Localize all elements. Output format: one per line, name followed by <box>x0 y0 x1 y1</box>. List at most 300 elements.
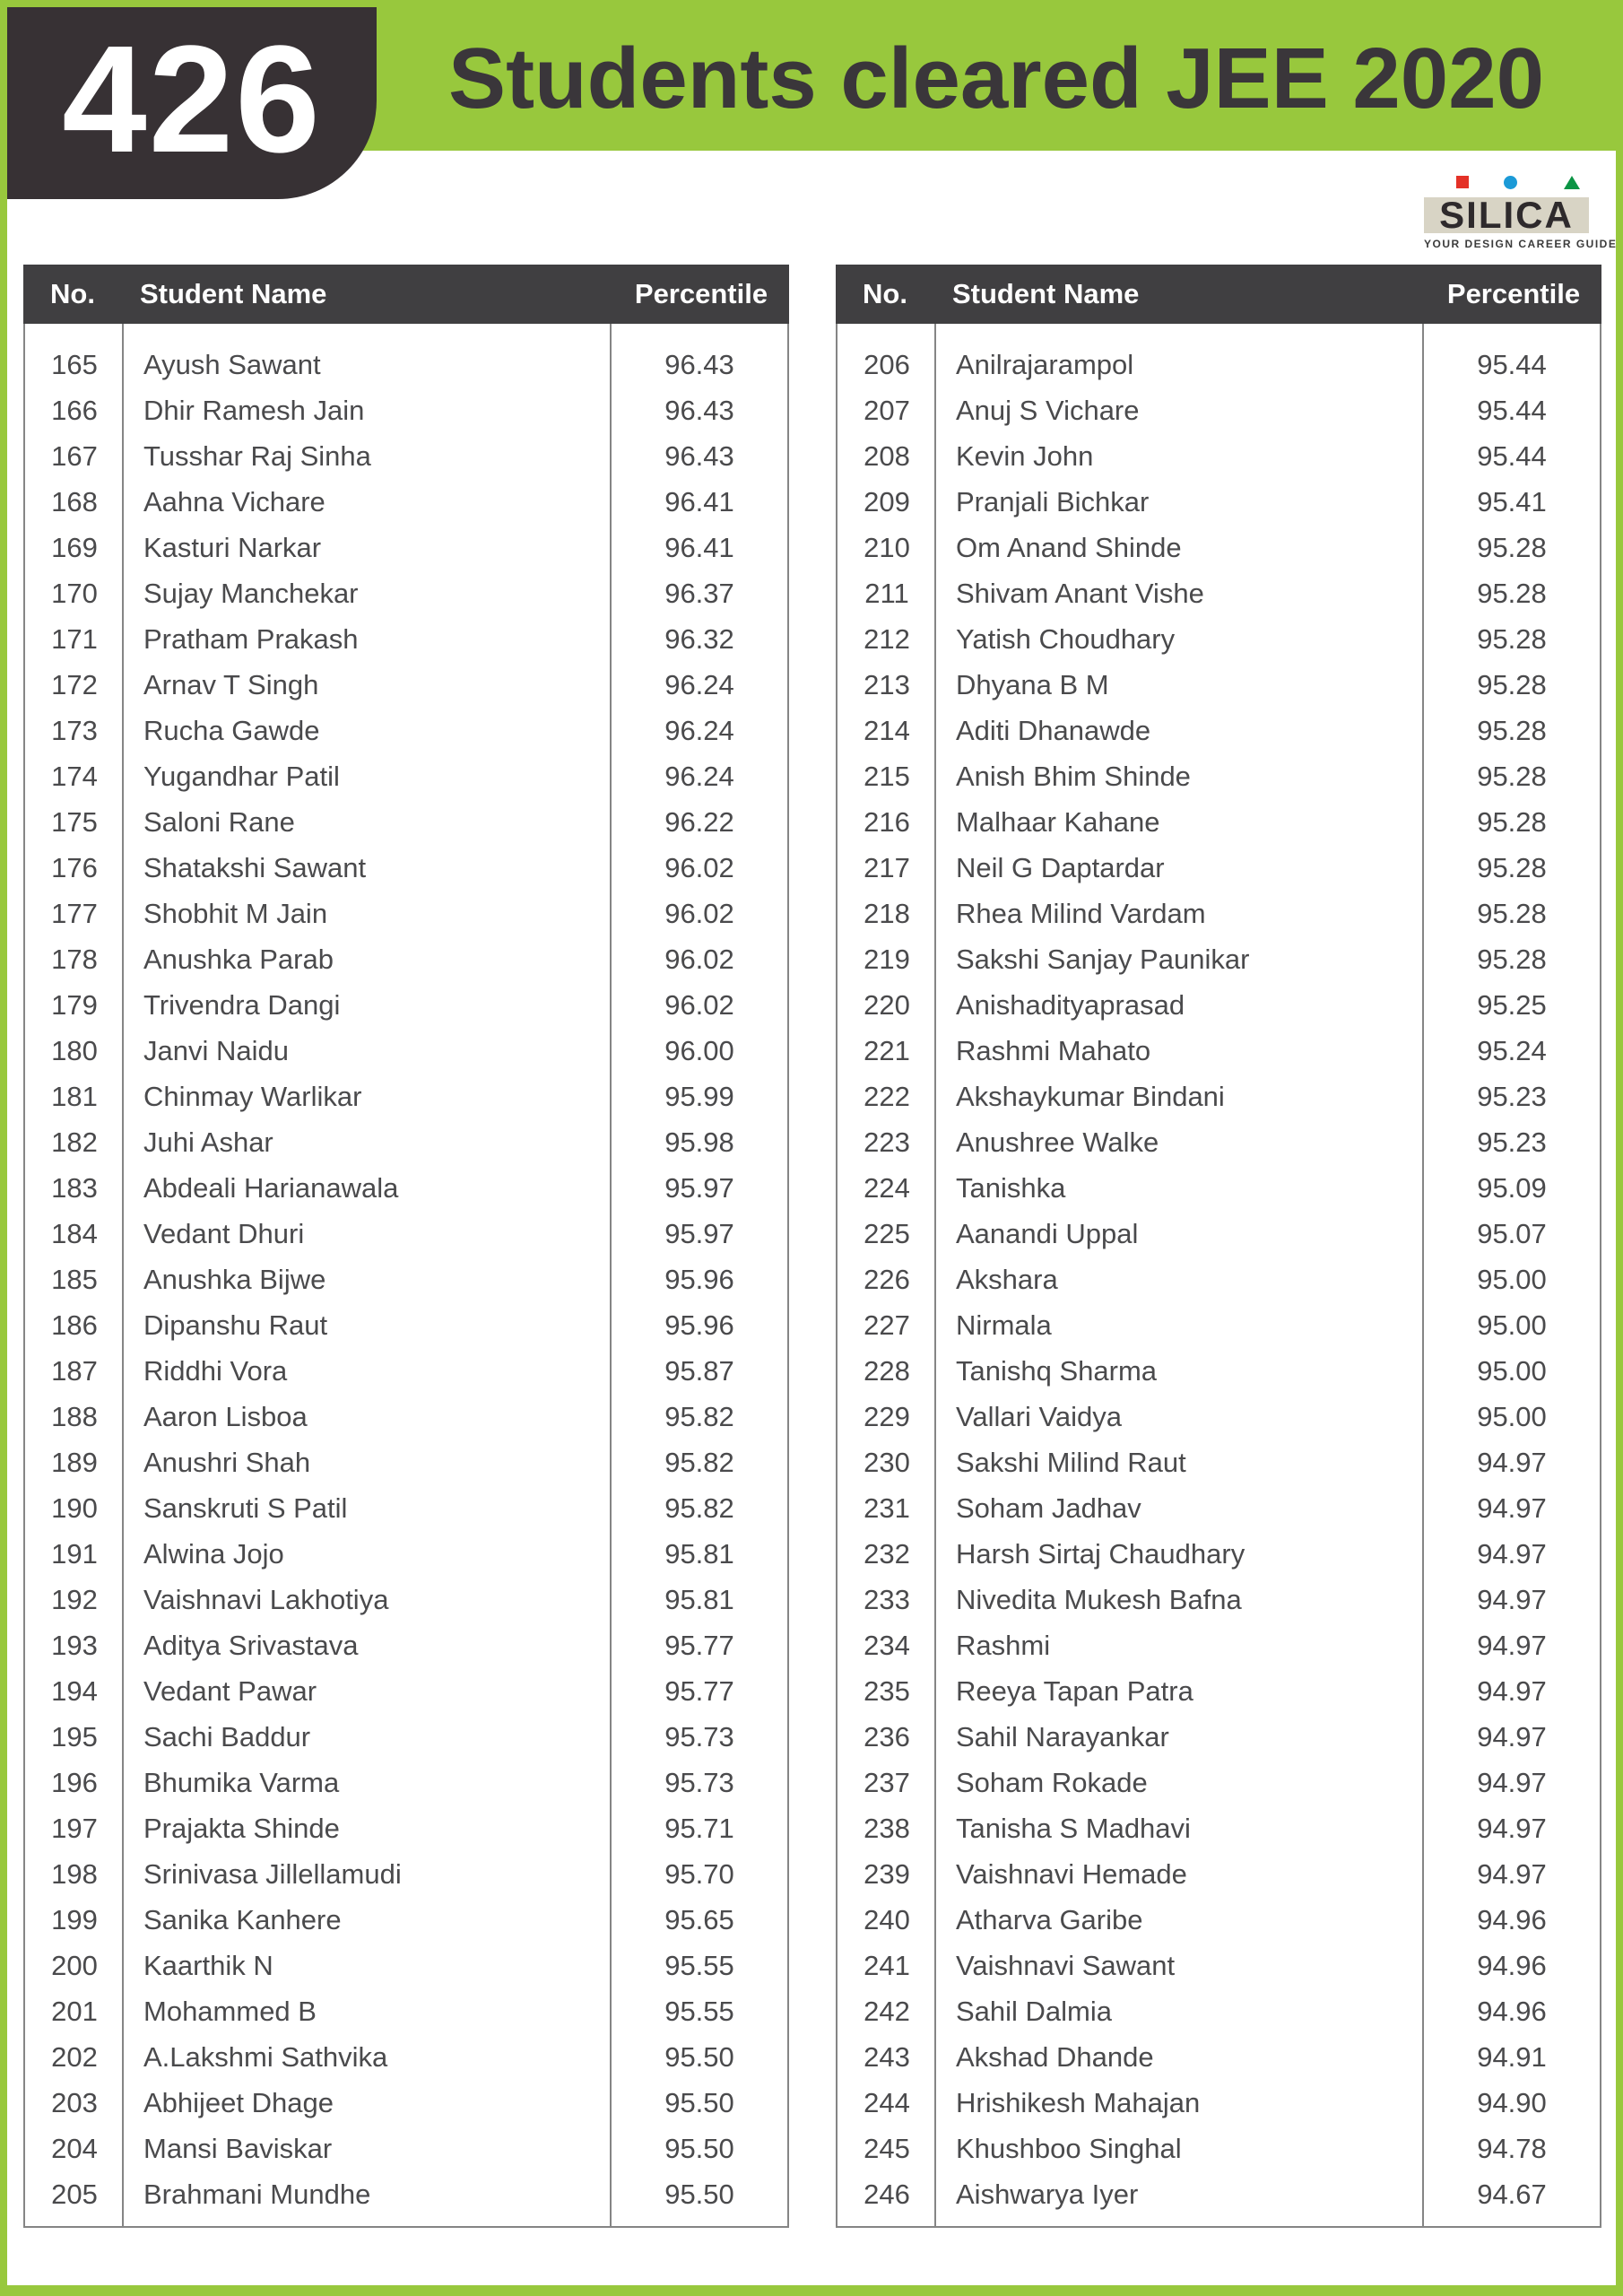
logo-tagline: YOUR DESIGN CAREER GUIDE <box>1424 238 1618 250</box>
table-row <box>838 2080 1600 2126</box>
student-name: Pranjali Bichkar <box>956 485 1150 517</box>
percentile-value: 95.44 <box>1477 439 1547 472</box>
percentile-value: 94.67 <box>1477 2178 1547 2210</box>
table-body <box>23 324 789 2228</box>
percentile-value: 95.71 <box>664 1812 734 1844</box>
percentile-value: 94.96 <box>1477 1903 1547 1935</box>
student-name: Rashmi Mahato <box>956 1034 1151 1066</box>
student-name: Aanandi Uppal <box>956 1217 1139 1249</box>
student-name: Brahmani Mundhe <box>143 2178 371 2210</box>
student-name: Sanika Kanhere <box>143 1903 342 1935</box>
row-number: 236 <box>864 1720 910 1752</box>
table-row <box>838 479 1600 525</box>
percentile-value: 94.78 <box>1477 2132 1547 2164</box>
table-row <box>25 845 787 891</box>
percentile-value: 95.96 <box>664 1309 734 1341</box>
percentile-value: 95.28 <box>1477 622 1547 655</box>
students-table-left <box>23 265 789 2228</box>
table-row <box>25 1577 787 1622</box>
table-row <box>838 1439 1600 1485</box>
percentile-value: 94.97 <box>1477 1720 1547 1752</box>
row-number: 182 <box>51 1126 98 1158</box>
table-row <box>25 1897 787 1943</box>
percentile-value: 96.24 <box>664 668 734 700</box>
student-name: Tanisha S Madhavi <box>956 1812 1191 1844</box>
student-name: Trivendra Dangi <box>143 988 341 1021</box>
student-name: Sachi Baddur <box>143 1720 311 1752</box>
percentile-value: 95.98 <box>664 1126 734 1158</box>
student-name: Srinivasa Jillellamudi <box>143 1857 402 1890</box>
table-row <box>838 387 1600 433</box>
column-divider <box>1422 324 1424 2226</box>
student-name: Chinmay Warlikar <box>143 1080 362 1112</box>
student-name: Sanskruti S Patil <box>143 1492 348 1524</box>
student-name: Ayush Sawant <box>143 348 321 380</box>
table-row <box>25 982 787 1028</box>
column-divider <box>122 324 124 2226</box>
percentile-value: 95.41 <box>1477 485 1547 517</box>
student-name: A.Lakshmi Sathvika <box>143 2040 388 2073</box>
student-name: Hrishikesh Mahajan <box>956 2086 1201 2118</box>
student-name: Sakshi Milind Raut <box>956 1446 1186 1478</box>
percentile-value: 95.44 <box>1477 394 1547 426</box>
row-number: 243 <box>864 2040 910 2073</box>
row-number: 167 <box>51 439 98 472</box>
percentile-value: 96.41 <box>664 485 734 517</box>
student-name: Arnav T Singh <box>143 668 319 700</box>
table-row <box>25 1622 787 1668</box>
table-row <box>838 2126 1600 2171</box>
table-row <box>25 1028 787 1074</box>
student-name: Shivam Anant Vishe <box>956 577 1204 609</box>
student-name: Yatish Choudhary <box>956 622 1176 655</box>
table-row <box>838 1851 1600 1897</box>
row-number: 205 <box>51 2178 98 2210</box>
table-row <box>838 891 1600 936</box>
row-number: 218 <box>864 897 910 929</box>
percentile-value: 96.37 <box>664 577 734 609</box>
student-name: Juhi Ashar <box>143 1126 273 1158</box>
row-number: 208 <box>864 439 910 472</box>
percentile-value: 95.28 <box>1477 668 1547 700</box>
percentile-value: 96.24 <box>664 760 734 792</box>
row-number: 181 <box>51 1080 98 1112</box>
student-name: Vallari Vaidya <box>956 1400 1122 1432</box>
student-name: Rashmi <box>956 1629 1051 1661</box>
row-number: 188 <box>51 1400 98 1432</box>
student-name: Pratham Prakash <box>143 622 359 655</box>
percentile-value: 94.97 <box>1477 1629 1547 1661</box>
student-name: Khushboo Singhal <box>956 2132 1182 2164</box>
row-number: 170 <box>51 577 98 609</box>
percentile-value: 94.90 <box>1477 2086 1547 2118</box>
student-name: Mansi Baviskar <box>143 2132 333 2164</box>
student-name: Shobhit M Jain <box>143 897 328 929</box>
row-number: 199 <box>51 1903 98 1935</box>
percentile-value: 95.70 <box>664 1857 734 1890</box>
student-name: Tanishka <box>956 1171 1066 1204</box>
row-number: 196 <box>51 1766 98 1798</box>
row-number: 189 <box>51 1446 98 1478</box>
student-name: Alwina Jojo <box>143 1537 284 1570</box>
row-number: 244 <box>864 2086 910 2118</box>
percentile-value: 95.28 <box>1477 531 1547 563</box>
red-square-icon <box>1456 176 1469 188</box>
students-table-right <box>836 265 1601 2228</box>
green-triangle-icon <box>1564 176 1580 189</box>
row-number: 246 <box>864 2178 910 2210</box>
student-name: Tusshar Raj Sinha <box>143 439 371 472</box>
percentile-value: 96.32 <box>664 622 734 655</box>
table-row <box>25 1394 787 1439</box>
row-number: 241 <box>864 1949 910 1981</box>
percentile-value: 95.55 <box>664 1995 734 2027</box>
student-name: Aditya Srivastava <box>143 1629 359 1661</box>
student-name: Soham Jadhav <box>956 1492 1141 1524</box>
percentile-value: 96.00 <box>664 1034 734 1066</box>
row-number: 198 <box>51 1857 98 1890</box>
row-number: 239 <box>864 1857 910 1890</box>
student-name: Mohammed B <box>143 1995 317 2027</box>
student-name: Dhir Ramesh Jain <box>143 394 365 426</box>
table-header <box>23 265 789 324</box>
row-number: 201 <box>51 1995 98 2027</box>
table-row <box>838 982 1600 1028</box>
row-number: 174 <box>51 760 98 792</box>
row-number: 240 <box>864 1903 910 1935</box>
percentile-value: 95.50 <box>664 2040 734 2073</box>
student-name: Aishwarya Iyer <box>956 2178 1139 2210</box>
percentile-value: 94.97 <box>1477 1492 1547 1524</box>
percentile-value: 94.97 <box>1477 1537 1547 1570</box>
row-number: 228 <box>864 1354 910 1387</box>
table-row <box>838 1760 1600 1805</box>
row-number: 197 <box>51 1812 98 1844</box>
row-number: 229 <box>864 1400 910 1432</box>
percentile-value: 95.73 <box>664 1720 734 1752</box>
table-row <box>838 845 1600 891</box>
row-number: 187 <box>51 1354 98 1387</box>
row-number: 193 <box>51 1629 98 1661</box>
table-row <box>838 1028 1600 1074</box>
percentile-value: 95.28 <box>1477 805 1547 838</box>
student-name: Yugandhar Patil <box>143 760 340 792</box>
row-number: 220 <box>864 988 910 1021</box>
percentile-value: 95.81 <box>664 1537 734 1570</box>
table-row <box>25 1988 787 2034</box>
table-row <box>838 1257 1600 1302</box>
table-row <box>25 1668 787 1714</box>
row-number: 191 <box>51 1537 98 1570</box>
table-row <box>838 2034 1600 2080</box>
percentile-value: 95.09 <box>1477 1171 1547 1204</box>
table-row <box>838 342 1600 387</box>
student-name: Neil G Daptardar <box>956 851 1165 883</box>
percentile-value: 96.22 <box>664 805 734 838</box>
percentile-value: 96.43 <box>664 394 734 426</box>
row-number: 190 <box>51 1492 98 1524</box>
count-badge <box>7 7 377 199</box>
student-name: Abdeali Harianawala <box>143 1171 399 1204</box>
row-number: 232 <box>864 1537 910 1570</box>
percentile-value: 96.02 <box>664 897 734 929</box>
row-number: 223 <box>864 1126 910 1158</box>
table-row <box>838 1119 1600 1165</box>
percentile-value: 95.28 <box>1477 760 1547 792</box>
row-number: 225 <box>864 1217 910 1249</box>
row-number: 200 <box>51 1949 98 1981</box>
row-number: 238 <box>864 1812 910 1844</box>
column-header-name: Student Name <box>952 278 1140 309</box>
row-number: 178 <box>51 943 98 975</box>
student-name: Bhumika Varma <box>143 1766 340 1798</box>
table-row <box>25 1211 787 1257</box>
row-number: 207 <box>864 394 910 426</box>
student-name: Akshad Dhande <box>956 2040 1154 2073</box>
table-row <box>25 662 787 708</box>
student-name: Kevin John <box>956 439 1094 472</box>
row-number: 216 <box>864 805 910 838</box>
row-number: 234 <box>864 1629 910 1661</box>
percentile-value: 95.50 <box>664 2086 734 2118</box>
column-divider <box>610 324 612 2226</box>
row-number: 221 <box>864 1034 910 1066</box>
row-number: 209 <box>864 485 910 517</box>
percentile-value: 94.96 <box>1477 1995 1547 2027</box>
percentile-value: 95.28 <box>1477 943 1547 975</box>
table-row <box>25 1805 787 1851</box>
table-row <box>838 1211 1600 1257</box>
column-header-name: Student Name <box>140 278 327 309</box>
table-row <box>838 1074 1600 1119</box>
table-row <box>25 1943 787 1988</box>
row-number: 204 <box>51 2132 98 2164</box>
percentile-value: 95.99 <box>664 1080 734 1112</box>
percentile-value: 94.97 <box>1477 1766 1547 1798</box>
table-row <box>838 2171 1600 2217</box>
table-row <box>25 2080 787 2126</box>
student-name: Sujay Manchekar <box>143 577 359 609</box>
row-number: 227 <box>864 1309 910 1341</box>
table-row <box>838 1714 1600 1760</box>
row-number: 212 <box>864 622 910 655</box>
row-number: 230 <box>864 1446 910 1478</box>
table-row <box>25 799 787 845</box>
table-row <box>838 1622 1600 1668</box>
student-name: Soham Rokade <box>956 1766 1148 1798</box>
column-header-percentile: Percentile <box>634 278 768 309</box>
row-number: 206 <box>864 348 910 380</box>
percentile-value: 94.97 <box>1477 1857 1547 1890</box>
percentile-value: 95.23 <box>1477 1080 1547 1112</box>
percentile-value: 95.00 <box>1477 1309 1547 1341</box>
row-number: 231 <box>864 1492 910 1524</box>
table-row <box>838 570 1600 616</box>
table-row <box>25 2171 787 2217</box>
student-name: Akshara <box>956 1263 1058 1295</box>
student-name: Riddhi Vora <box>143 1354 288 1387</box>
percentile-value: 95.28 <box>1477 851 1547 883</box>
student-name: Sahil Narayankar <box>956 1720 1169 1752</box>
student-name: Sakshi Sanjay Paunikar <box>956 943 1250 975</box>
row-number: 169 <box>51 531 98 563</box>
percentile-value: 95.77 <box>664 1629 734 1661</box>
row-number: 195 <box>51 1720 98 1752</box>
table-row <box>838 1394 1600 1439</box>
percentile-value: 96.41 <box>664 531 734 563</box>
student-name: Harsh Sirtaj Chaudhary <box>956 1537 1245 1570</box>
row-number: 186 <box>51 1309 98 1341</box>
percentile-value: 95.00 <box>1477 1354 1547 1387</box>
student-name: Sahil Dalmia <box>956 1995 1113 2027</box>
row-number: 179 <box>51 988 98 1021</box>
table-row <box>25 1531 787 1577</box>
row-number: 175 <box>51 805 98 838</box>
row-number: 192 <box>51 1583 98 1615</box>
table-row <box>838 1165 1600 1211</box>
student-name: Rhea Milind Vardam <box>956 897 1206 929</box>
table-row <box>25 2126 787 2171</box>
percentile-value: 95.00 <box>1477 1263 1547 1295</box>
table-row <box>25 1074 787 1119</box>
table-row <box>25 1851 787 1897</box>
table-row <box>25 1257 787 1302</box>
student-name: Vedant Dhuri <box>143 1217 305 1249</box>
table-row <box>25 2034 787 2080</box>
table-row <box>838 616 1600 662</box>
row-number: 222 <box>864 1080 910 1112</box>
student-name: Aaron Lisboa <box>143 1400 308 1432</box>
percentile-value: 95.97 <box>664 1171 734 1204</box>
row-number: 226 <box>864 1263 910 1295</box>
table-row <box>25 1714 787 1760</box>
student-name: Anushka Parab <box>143 943 334 975</box>
table-row <box>25 1760 787 1805</box>
row-number: 215 <box>864 760 910 792</box>
row-number: 176 <box>51 851 98 883</box>
student-name: Akshaykumar Bindani <box>956 1080 1225 1112</box>
row-number: 213 <box>864 668 910 700</box>
table-row <box>25 1439 787 1485</box>
percentile-value: 95.55 <box>664 1949 734 1981</box>
percentile-value: 95.07 <box>1477 1217 1547 1249</box>
percentile-value: 95.50 <box>664 2178 734 2210</box>
table-row <box>838 1577 1600 1622</box>
table-row <box>25 570 787 616</box>
blue-circle-icon <box>1504 176 1517 189</box>
student-name: Om Anand Shinde <box>956 531 1182 563</box>
row-number: 235 <box>864 1674 910 1707</box>
student-name: Anushri Shah <box>143 1446 311 1478</box>
percentile-value: 95.50 <box>664 2132 734 2164</box>
row-number: 245 <box>864 2132 910 2164</box>
percentile-value: 96.43 <box>664 439 734 472</box>
student-name: Saloni Rane <box>143 805 295 838</box>
table-row <box>838 1302 1600 1348</box>
student-name: Kaarthik N <box>143 1949 273 1981</box>
row-number: 233 <box>864 1583 910 1615</box>
row-number: 183 <box>51 1171 98 1204</box>
table-row <box>25 1485 787 1531</box>
row-number: 166 <box>51 394 98 426</box>
percentile-value: 95.24 <box>1477 1034 1547 1066</box>
student-name: Anushka Bijwe <box>143 1263 326 1295</box>
student-name: Atharva Garibe <box>956 1903 1143 1935</box>
student-name: Shatakshi Sawant <box>143 851 367 883</box>
row-number: 168 <box>51 485 98 517</box>
table-row <box>838 753 1600 799</box>
table-row <box>838 936 1600 982</box>
table-row <box>25 1302 787 1348</box>
student-name: Kasturi Narkar <box>143 531 322 563</box>
percentile-value: 95.25 <box>1477 988 1547 1021</box>
row-number: 172 <box>51 668 98 700</box>
column-header-percentile: Percentile <box>1446 278 1581 309</box>
percentile-value: 96.02 <box>664 943 734 975</box>
row-number: 202 <box>51 2040 98 2073</box>
percentile-value: 96.02 <box>664 851 734 883</box>
logo-shapes <box>1424 176 1594 188</box>
table-row <box>25 433 787 479</box>
student-name: Nirmala <box>956 1309 1052 1341</box>
silica-logo <box>1424 176 1618 250</box>
percentile-value: 94.97 <box>1477 1583 1547 1615</box>
student-name: Vedant Pawar <box>143 1674 317 1707</box>
student-name: Nivedita Mukesh Bafna <box>956 1583 1242 1615</box>
row-number: 211 <box>864 577 909 609</box>
percentile-value: 95.28 <box>1477 577 1547 609</box>
column-divider <box>934 324 936 2226</box>
percentile-value: 94.97 <box>1477 1674 1547 1707</box>
student-name: Vaishnavi Sawant <box>956 1949 1176 1981</box>
column-header-no: No. <box>863 278 907 309</box>
table-row <box>838 433 1600 479</box>
column-header-no: No. <box>50 278 95 309</box>
table-row <box>838 708 1600 753</box>
row-number: 242 <box>864 1995 910 2027</box>
table-row <box>25 1165 787 1211</box>
row-number: 173 <box>51 714 98 746</box>
row-number: 194 <box>51 1674 98 1707</box>
percentile-value: 95.82 <box>664 1492 734 1524</box>
percentile-value: 95.28 <box>1477 897 1547 929</box>
table-row <box>838 799 1600 845</box>
table-row <box>838 1485 1600 1531</box>
row-number: 184 <box>51 1217 98 1249</box>
percentile-value: 95.23 <box>1477 1126 1547 1158</box>
student-name: Rucha Gawde <box>143 714 320 746</box>
percentile-value: 95.97 <box>664 1217 734 1249</box>
table-row <box>25 708 787 753</box>
table-row <box>25 479 787 525</box>
table-row <box>25 753 787 799</box>
percentile-value: 95.81 <box>664 1583 734 1615</box>
student-name: Anushree Walke <box>956 1126 1159 1158</box>
student-name: Reeya Tapan Patra <box>956 1674 1193 1707</box>
percentile-value: 95.82 <box>664 1400 734 1432</box>
table-row <box>25 891 787 936</box>
table-row <box>25 342 787 387</box>
table-row <box>25 525 787 570</box>
percentile-value: 95.77 <box>664 1674 734 1707</box>
student-name: Janvi Naidu <box>143 1034 289 1066</box>
student-name: Anuj S Vichare <box>956 394 1140 426</box>
table-row <box>838 1897 1600 1943</box>
row-number: 177 <box>51 897 98 929</box>
percentile-value: 94.97 <box>1477 1812 1547 1844</box>
table-row <box>838 1805 1600 1851</box>
student-name: Anishadityaprasad <box>956 988 1185 1021</box>
